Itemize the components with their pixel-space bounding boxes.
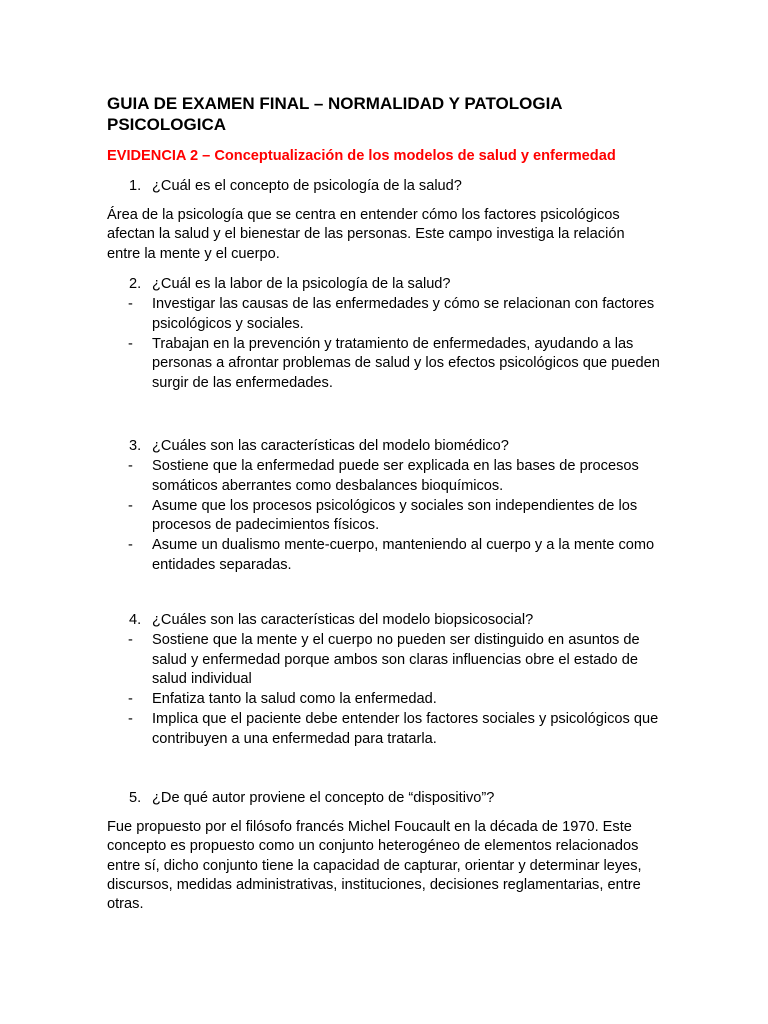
question-text: ¿Cuál es el concepto de psicología de la salud?: [152, 178, 462, 194]
document-page: [107, 93, 667, 913]
bullet-marker: -: [128, 711, 133, 728]
answer-1: Área de la psicología que se centra en entender cómo los factores psicológicos afectan la salud y el bienestar de las personas. Este campo investiga la relación entre la mente y el cuerpo.: [107, 207, 625, 262]
bullet-marker: -: [128, 691, 133, 708]
question-number: 4.: [129, 612, 142, 628]
bullet-text: Sostiene que la mente y el cuerpo no pueden ser distinguido en asuntos de salud y enfermedad porque ambos son claras influencias obre el estado de salud individual: [152, 632, 640, 688]
answer-5: Fue propuesto por el filósofo francés Michel Foucault en la década de 1970. Este concepto es propuesto como un conjunto heterogéneo de elementos relacionados entre sí, dicho conjunto tiene la capacidad de capturar, orientar y determinar leyes, discursos, medidas administrativas, instituciones, decisiones reglamentarias, entre otras.: [107, 819, 642, 913]
section-subtitle: EVIDENCIA 2 – Conceptualización de los modelos de salud y enfermedad: [107, 148, 616, 164]
bullet-marker: -: [128, 497, 133, 514]
question-number: 1.: [129, 178, 142, 194]
list-item: [107, 690, 667, 710]
bullet-text: Trabajan en la prevención y tratamiento de enfermedades, ayudando a las personas a afrontar problemas de salud y los efectos psicológicos que pueden surgir de las enfermedades.: [152, 335, 660, 391]
document-title: GUIA DE EXAMEN FINAL – NORMALIDAD Y PATOLOGIA PSICOLOGICA: [107, 94, 562, 134]
question-text: ¿Cuáles son las características del modelo biopsicosocial?: [152, 612, 534, 628]
list-item: [107, 497, 667, 536]
bullet-marker: -: [128, 458, 133, 474]
bullet-text: Asume un dualismo mente-cuerpo, manteniendo al cuerpo y a la mente como entidades separadas.: [152, 537, 655, 573]
question-text: ¿Cuáles son las características del modelo biomédico?: [152, 438, 509, 454]
bullet-marker: -: [128, 296, 133, 312]
question-text: ¿Cuál es la labor de la psicología de la salud?: [152, 276, 451, 292]
answer-4-list: [107, 631, 667, 750]
bullet-marker: -: [128, 537, 133, 554]
bullet-text: Asume que los procesos psicológicos y sociales son independientes de los procesos de padecimientos físicos.: [152, 497, 638, 534]
list-item: [107, 335, 667, 394]
question-text: ¿De qué autor proviene el concepto de “dispositivo”?: [152, 790, 495, 806]
question-number: 5.: [129, 790, 142, 806]
bullet-marker: -: [128, 335, 133, 352]
list-item: [107, 536, 667, 575]
list-item: [107, 295, 667, 334]
question-number: 3.: [129, 438, 142, 454]
bullet-text: Sostiene que la enfermedad puede ser explicada en las bases de procesos somáticos aberrantes como desbalances bioquímicos.: [152, 458, 639, 494]
answer-2-list: [107, 295, 667, 394]
list-item: [107, 457, 667, 496]
bullet-text: Enfatiza tanto la salud como la enfermedad.: [152, 691, 437, 708]
list-item: [107, 631, 667, 690]
bullet-marker: -: [128, 632, 133, 648]
bullet-text: Investigar las causas de las enfermedades y cómo se relacionan con factores psicológicos y sociales.: [152, 296, 655, 332]
bullet-text: Implica que el paciente debe entender los factores sociales y psicológicos que contribuyen a una enfermedad para tratarla.: [152, 711, 659, 747]
answer-3-list: [107, 457, 667, 576]
question-number: 2.: [129, 276, 142, 292]
list-item: [107, 710, 667, 749]
